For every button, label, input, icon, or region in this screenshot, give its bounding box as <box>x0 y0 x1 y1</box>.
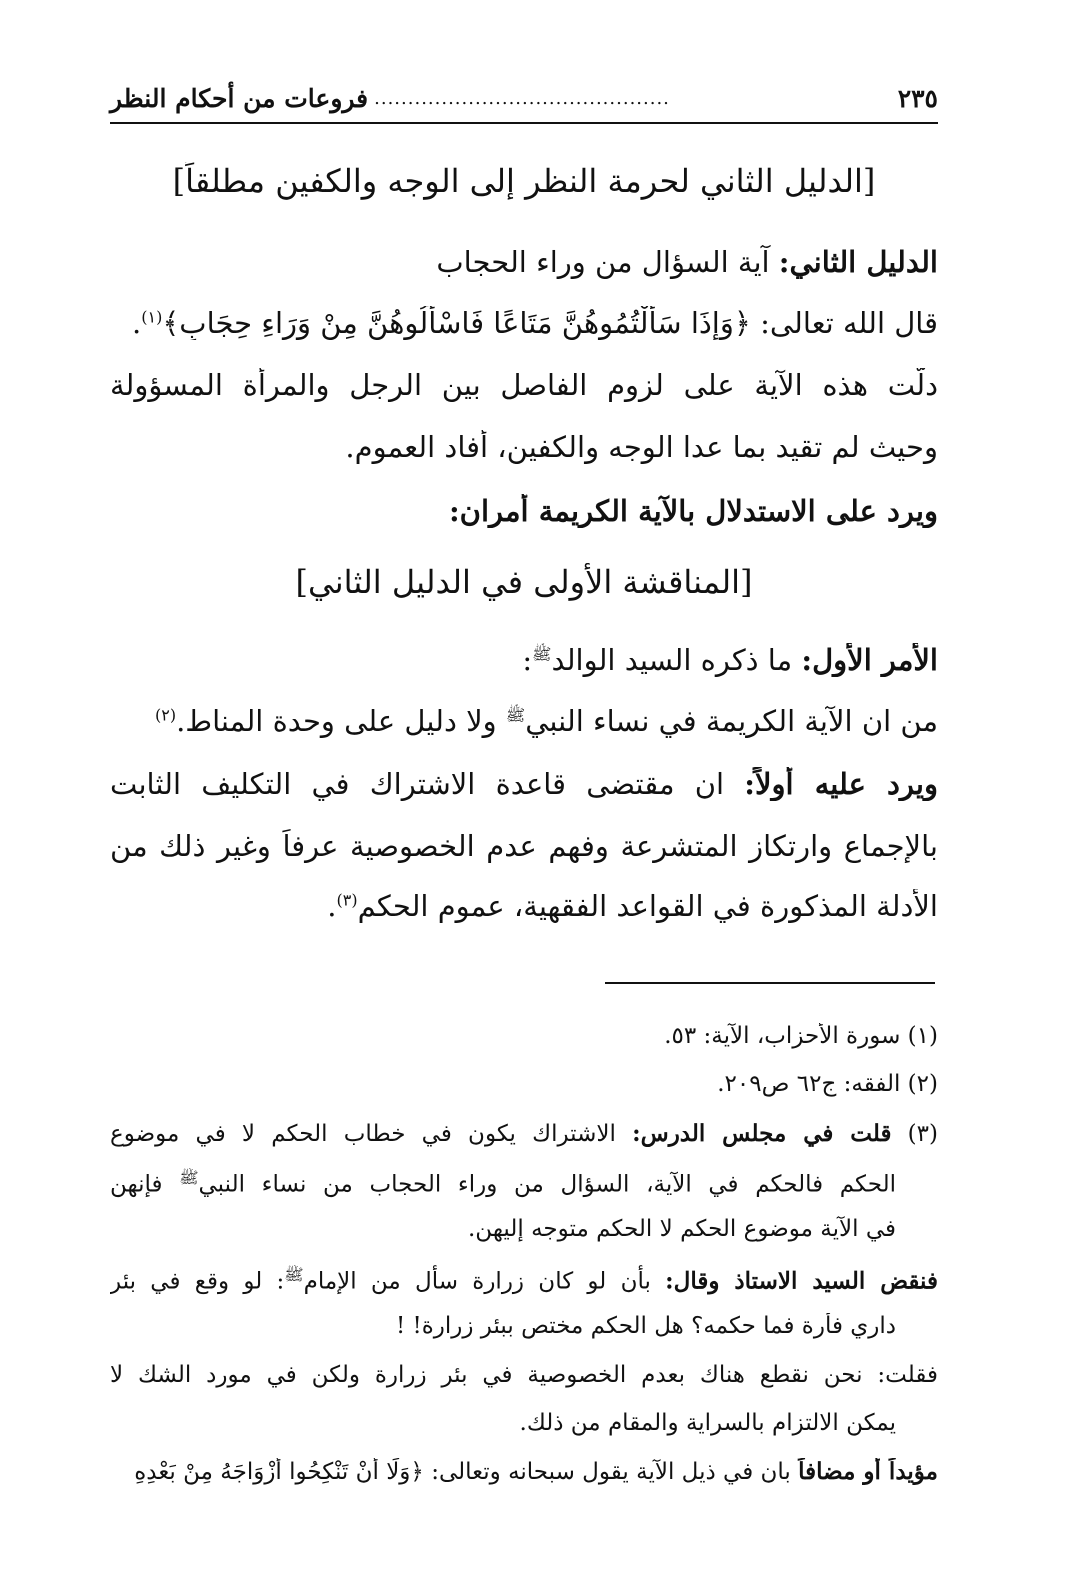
footnote-3: (٣) قلت في مجلس الدرس: الاشتراك يكون في خطاب الحكم لا في موضوع <box>110 1120 938 1147</box>
support-verse: ﴿وَلَا أَنْ تَنْكِحُوا أَزْوَاجَهُ مِنْ بَعْدِهِ <box>134 1459 424 1485</box>
rebuttal-label: فنقض السيد الاستاذ وقال: <box>665 1267 938 1295</box>
quran-line <box>110 306 938 340</box>
footnote-ref-3: (٣) <box>336 890 358 910</box>
footnote-2: (٢) الفقه: ج٦٢ ص٢٠٩. <box>717 1071 938 1097</box>
quran-intro: قال الله تعالى: <box>750 306 938 340</box>
honorific-symbol: ﷺ <box>505 705 526 725</box>
honorific-symbol: ﷺ <box>284 1265 304 1284</box>
page-header <box>110 78 938 118</box>
prophet-line: من ان الآية الكريمة في نساء النبي$^ﷺ$ ولا دليل على وحدة المناط.$^{(٢)}$ <box>154 704 938 738</box>
evidence-label: الدليل الثاني: <box>778 245 938 279</box>
objection-intro: ويرد على الاستدلال بالآية الكريمة أمران: <box>448 494 938 528</box>
paragraph-line: دلّت هذه الآية على لزوم الفاصل بين الرجل والمرأة المسؤولة <box>110 368 938 402</box>
footnote-3-line: يمكن الالتزام بالسراية والمقام من ذلك. <box>519 1410 896 1436</box>
footnote-3-line: الحكم فالحكم في الآية، السؤال من وراء الحجاب من نساء النبي$^ﷺ$ فإنهن <box>110 1168 896 1198</box>
section-heading-1: [الدليل الثاني لحرمة النظر إلى الوجه والكفين مطلقاً] <box>172 162 876 200</box>
footnote-3-reply: فقلت: نحن نقطع هناك بعدم الخصوصية في بئر زرارة ولكن في مورد الشك لا <box>110 1362 938 1388</box>
honorific-symbol: ﷺ <box>179 1168 199 1187</box>
footnote-3-rebuttal: فنقض السيد الاستاذ وقال: بأن لو كان زرارة سأل من الإمام$^ﷺ$: لو وقع في بئر <box>110 1265 938 1295</box>
footnote-3-label: قلت في مجلس الدرس: <box>632 1120 892 1147</box>
section-heading-2: [المناقشة الأولى في الدليل الثاني] <box>295 563 753 601</box>
header-dots: ............................................ <box>374 87 670 109</box>
paragraph-line: الأدلة المذكورة في القواعد الفقهية، عموم الحكم$^{(٣)}$. <box>327 889 938 923</box>
firstly-line: ويرد عليه أولاً: ان مقتضى قاعدة الاشتراك في التكليف الثابت <box>110 767 938 801</box>
first-matter-text: ما ذكره السيد الوالد <box>551 643 802 677</box>
honorific-symbol: ﷺ <box>532 644 552 664</box>
running-title: فروعات من أحكام النظر <box>110 83 369 113</box>
paragraph-line: بالإجماع وارتكاز المتشرعة وفهم عدم الخصوصية عرفاً وغير ذلك من <box>110 829 938 863</box>
evidence-text: آية السؤال من وراء الحجاب <box>436 245 779 279</box>
first-matter-line: الأمر الأول: ما ذكره السيد الوالد$^ﷺ$: <box>522 643 938 677</box>
page-number: ٢٣٥ <box>897 83 938 113</box>
footnote-ref-2: (٢) <box>154 705 177 725</box>
footnote-3-line: في الآية موضوع الحكم لا الحكم متوجه إليهن. <box>468 1216 896 1242</box>
support-label: مؤيداً أو مضافاً <box>798 1458 938 1485</box>
paragraph-line: وحيث لم تقيد بما عدا الوجه والكفين، أفاد العموم. <box>345 430 938 464</box>
evidence-line <box>110 245 938 279</box>
first-matter-label: الأمر الأول: <box>801 643 938 677</box>
footnote-ref-1: (١) <box>141 307 163 327</box>
quran-verse: ﴿وَإِذَا سَأَلْتُمُوهُنَّ مَتَاعًا فَاسْأَلُوهُنَّ مِنْ وَرَاءِ حِجَابٍ﴾ <box>162 306 751 340</box>
quran-end: . <box>132 306 142 340</box>
footnote-3-line: داري فأرة فما حكمه؟ هل الحكم مختص ببئر زرارة! ! <box>395 1313 896 1339</box>
firstly-label: ويرد عليه أولاً: <box>744 767 938 801</box>
header-rule <box>110 122 938 124</box>
footnote-separator <box>605 982 935 984</box>
footnote-3-support: مؤيداً أو مضافاً بان في ذيل الآية يقول سبحانه وتعالى: ﴿وَلَا أَنْ تَنْكِحُوا أَزْوَاجَهُ مِنْ بَعْدِهِ <box>134 1458 938 1485</box>
footnote-1: (١) سورة الأحزاب، الآية: ٥٣. <box>664 1023 938 1049</box>
